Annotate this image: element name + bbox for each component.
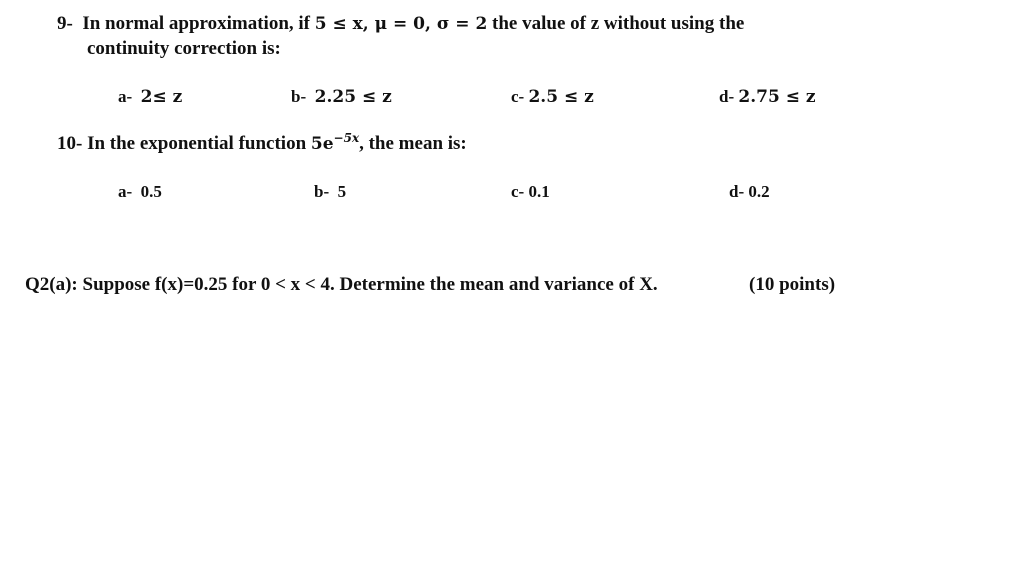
option-value: 0.5	[140, 182, 162, 201]
option-letter: c-	[511, 182, 525, 201]
option-letter: c-	[511, 87, 525, 106]
option-value: 2.25 ≤ z	[314, 87, 392, 107]
question-10-option-a	[118, 182, 162, 202]
option-value: 5	[337, 182, 347, 201]
option-value: 2.75 ≤ z	[738, 87, 816, 107]
question-2a-text: Q2(a): Suppose f(x)=0.25 for 0 < x < 4. Determine the mean and variance of X.	[25, 274, 658, 295]
option-value: 2.5 ≤ z	[528, 87, 594, 107]
question-10-text-before: In the exponential function	[87, 133, 311, 154]
option-letter: a-	[118, 182, 133, 201]
question-10-text-after: , the mean is:	[359, 133, 467, 154]
question-10-option-c	[511, 182, 550, 202]
option-value: 2≤ z	[140, 87, 183, 107]
question-9-option-d	[719, 87, 816, 107]
option-letter: a-	[118, 87, 133, 106]
question-9-text-before: In normal approximation, if	[82, 13, 315, 34]
question-9-number: 9-	[57, 13, 73, 34]
function-base: 5e	[310, 134, 334, 154]
question-10-option-d	[729, 182, 770, 202]
option-value: 0.2	[748, 182, 770, 201]
option-letter: d-	[719, 87, 735, 106]
question-9-line2: continuity correction is:	[87, 38, 281, 59]
option-letter: b-	[291, 87, 307, 106]
option-letter: b-	[314, 182, 330, 201]
question-9-option-c	[511, 87, 594, 107]
question-10-option-b	[314, 182, 346, 202]
question-10-number: 10-	[57, 133, 83, 154]
option-letter: d-	[729, 182, 745, 201]
option-value: 0.1	[528, 182, 550, 201]
question-10-line1	[57, 133, 467, 155]
question-9-line1	[57, 13, 744, 35]
function-exponent: −5x	[333, 131, 360, 145]
question-9-option-b	[291, 87, 392, 107]
question-2a-points: (10 points)	[749, 274, 836, 295]
question-9-condition: 5 ≤ x, μ = 0, σ = 2	[314, 14, 488, 34]
question-10-function	[310, 131, 360, 154]
question-9-option-a	[118, 87, 182, 107]
question-9-text-after: the value of z without using the	[487, 13, 745, 34]
